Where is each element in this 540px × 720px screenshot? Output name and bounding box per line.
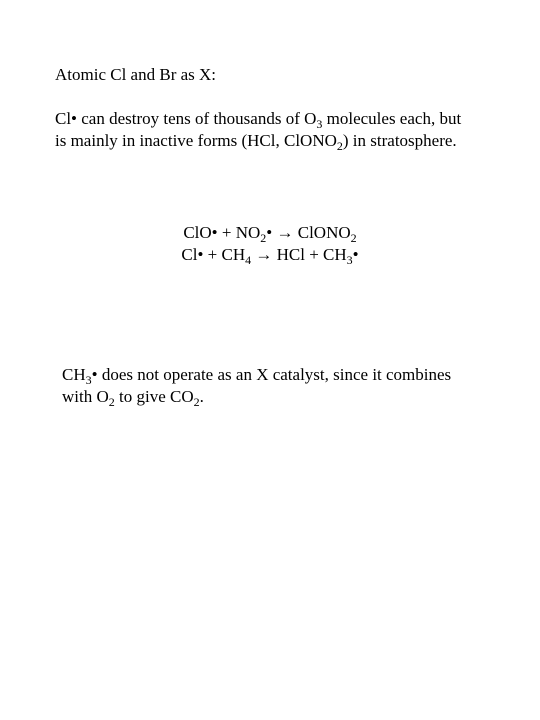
subscript: 2 <box>336 139 343 153</box>
text-run: molecules each, but <box>322 109 462 128</box>
paragraph-line <box>55 108 505 130</box>
text-run: • <box>352 245 359 264</box>
reaction-equations <box>0 222 540 266</box>
heading: Atomic Cl and Br as X: <box>55 65 217 84</box>
subscript: 2 <box>108 395 115 409</box>
paragraph-ch3-not-catalyst <box>62 364 502 408</box>
text-run: Cl• + CH <box>181 245 246 264</box>
text-run: with O <box>62 387 109 406</box>
paragraph-line <box>62 364 502 386</box>
subscript: 3 <box>346 253 353 267</box>
text-run: is mainly in inactive forms (HCl, ClONO <box>55 131 337 150</box>
paragraph-line <box>55 130 505 152</box>
subscript: 3 <box>316 117 323 131</box>
paragraph-chlorine-inactive-forms <box>55 108 505 152</box>
text-run: ) in stratosphere. <box>342 131 457 150</box>
subscript: 3 <box>85 373 92 387</box>
reaction-cl-ch4 <box>0 244 540 266</box>
subscript: 4 <box>245 253 252 267</box>
text-run: to give CO <box>114 387 194 406</box>
subscript: 2 <box>193 395 200 409</box>
text-run: • does not operate as an X catalyst, since it combines <box>91 365 452 384</box>
subscript: 2 <box>260 231 267 245</box>
paragraph-line <box>62 386 502 408</box>
text-run: CH <box>62 365 86 384</box>
text-run: ClO• + NO <box>183 223 261 242</box>
text-run: Cl• can destroy tens of thousands of O <box>55 109 317 128</box>
text-run: • → ClONO <box>266 223 351 242</box>
subscript: 2 <box>350 231 357 245</box>
text-run: . <box>199 387 204 406</box>
reaction-clo-no2 <box>0 222 540 244</box>
text-run: → HCl + CH <box>251 245 347 264</box>
